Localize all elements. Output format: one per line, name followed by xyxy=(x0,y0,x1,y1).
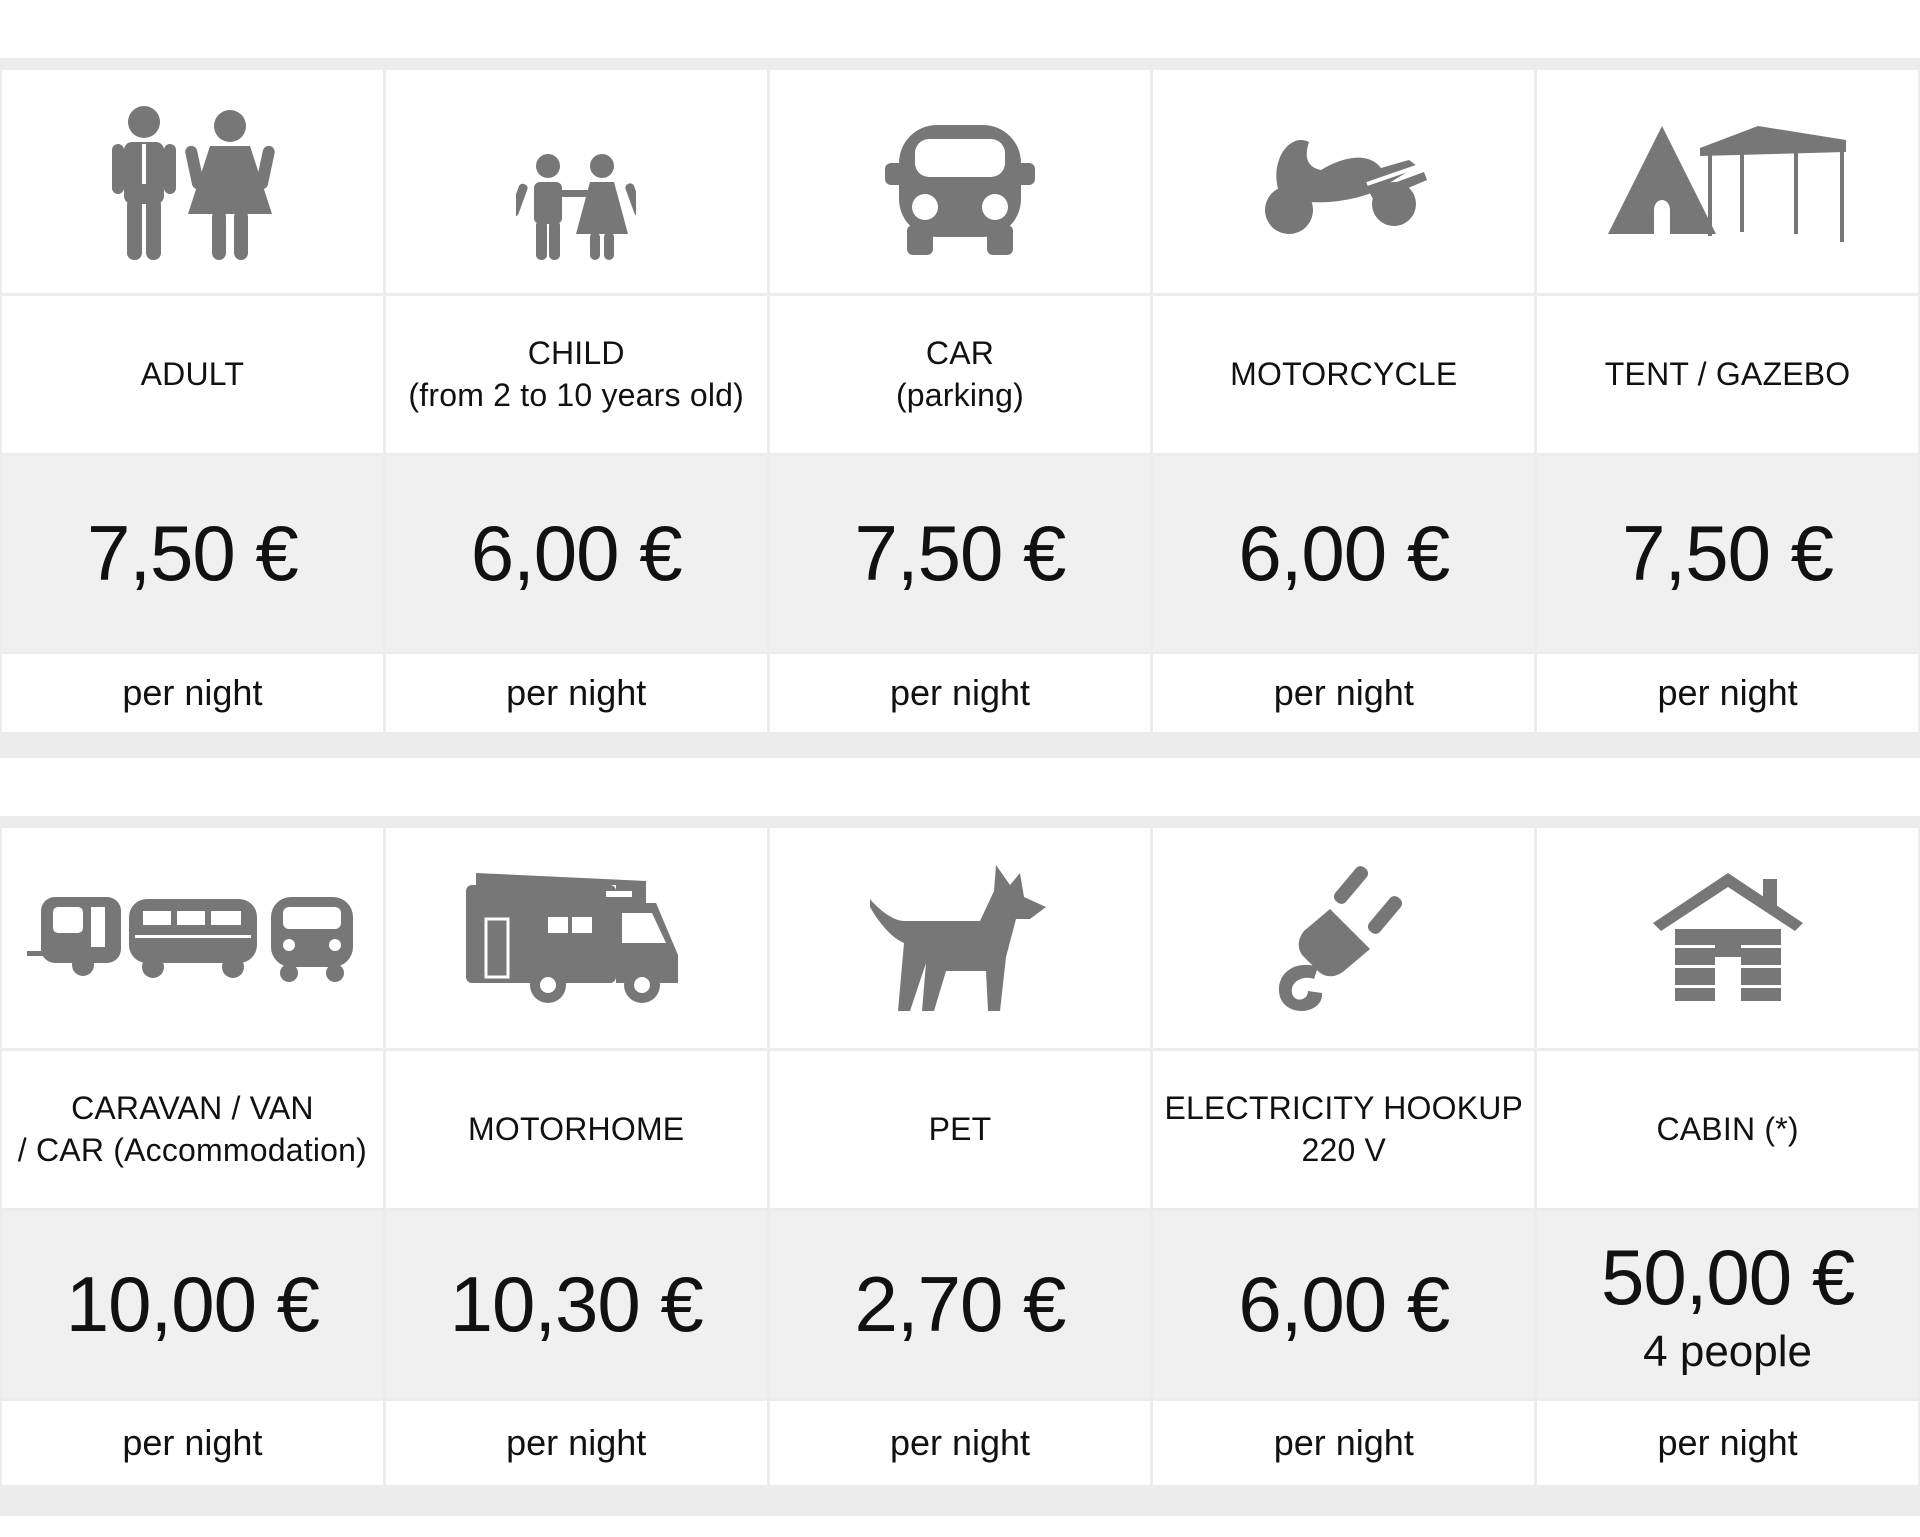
item-unit: per night xyxy=(889,672,1031,713)
item-unit: per night xyxy=(122,672,263,713)
item-price: 6,00 € xyxy=(470,509,682,597)
icon-row xyxy=(0,70,1920,293)
adult-couple-icon xyxy=(102,102,282,262)
item-label: TENT / GAZEBO xyxy=(1604,355,1851,392)
electricity-icon-cell xyxy=(1153,828,1534,1048)
item-unit: per night xyxy=(1273,1422,1414,1463)
item-label: CARAVAN / VAN / CAR (Accommodation) xyxy=(17,1089,367,1168)
item-unit: per night xyxy=(889,1422,1031,1463)
item-price: 50,00 € xyxy=(1600,1233,1855,1321)
item-price: 2,70 € xyxy=(854,1260,1066,1348)
pricing-table-2 xyxy=(0,816,1920,1516)
item-price: 7,50 € xyxy=(1622,509,1834,597)
item-unit: per night xyxy=(122,1422,263,1463)
unit-row xyxy=(0,1401,1920,1485)
car-icon xyxy=(885,107,1035,257)
caravan-icon-cell xyxy=(2,828,383,1048)
item-price: 6,00 € xyxy=(1238,509,1450,597)
tent-gazebo-icon xyxy=(1608,122,1848,242)
item-label: CABIN (*) xyxy=(1656,1110,1799,1147)
unit-row xyxy=(0,654,1920,732)
item-label: CHILD (from 2 to 10 years old) xyxy=(408,334,744,413)
pricing-table-1 xyxy=(0,58,1920,758)
label-row xyxy=(0,296,1920,453)
pet-icon-cell xyxy=(770,828,1151,1048)
price-row xyxy=(0,456,1920,651)
item-label: MOTORHOME xyxy=(468,1110,685,1147)
item-label: CAR (parking) xyxy=(895,334,1025,413)
item-label: PET xyxy=(928,1110,992,1147)
item-price: 7,50 € xyxy=(86,509,298,597)
tent-icon-cell xyxy=(1537,70,1918,293)
item-price: 10,00 € xyxy=(65,1260,320,1348)
car-icon-cell xyxy=(770,70,1151,293)
item-unit: per night xyxy=(506,1422,647,1463)
item-unit: per night xyxy=(506,672,647,713)
item-price: 7,50 € xyxy=(854,509,1066,597)
motorcycle-icon-cell xyxy=(1153,70,1534,293)
icon-row xyxy=(0,828,1920,1048)
item-label: MOTORCYCLE xyxy=(1230,355,1458,392)
item-unit: per night xyxy=(1273,672,1414,713)
caravan-van-car-icon xyxy=(27,893,357,983)
label-row xyxy=(0,1051,1920,1208)
item-price: 6,00 € xyxy=(1238,1260,1450,1348)
motorhome-icon xyxy=(466,873,686,1003)
item-unit: per night xyxy=(1657,1422,1798,1463)
item-label: ADULT xyxy=(140,355,245,392)
child-icon-cell xyxy=(386,70,767,293)
item-price-note: 4 people xyxy=(1643,1327,1812,1376)
dog-icon xyxy=(870,863,1050,1013)
adult-icon-cell xyxy=(2,70,383,293)
item-unit: per night xyxy=(1657,672,1798,713)
electric-plug-icon xyxy=(1274,863,1414,1013)
cabin-icon-cell xyxy=(1537,828,1918,1048)
price-row xyxy=(0,1211,1920,1398)
motorhome-icon-cell xyxy=(386,828,767,1048)
motorcycle-icon xyxy=(1259,122,1429,242)
item-label: ELECTRICITY HOOKUP 220 V xyxy=(1164,1089,1524,1168)
cabin-house-icon xyxy=(1653,873,1803,1003)
item-price: 10,30 € xyxy=(449,1260,703,1348)
children-icon xyxy=(516,152,636,262)
